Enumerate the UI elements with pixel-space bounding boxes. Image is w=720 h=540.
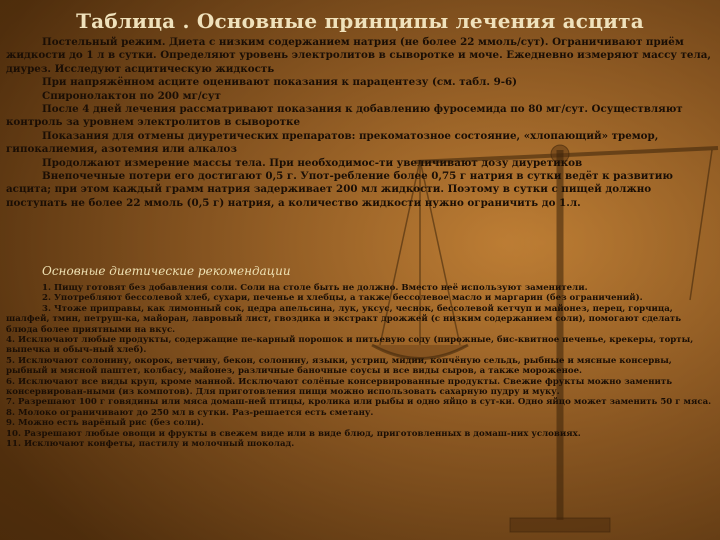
protocol-step: При напряжённом асците оценивают показания к парацентезу (см. табл. 9-6) [42, 76, 518, 89]
protocol-step: После 4 дней лечения рассматривают показания к добавлению фуросемида по 80 мг/сут. Осуществляют контроль за уровнем электролитов в сыворотке [6, 103, 683, 129]
protocol-step: Продолжают измерение массы тела. При необходимос-ти увеличивают дозу диуретиков [42, 156, 583, 169]
protocol-step: Постельный режим. Диета с низким содержанием натрия (не более 22 ммоль/сут). Ограничивают приём жидкости до 1 л в сутки. Определяют уровень электролитов в сыворотке и моче. Ежедневно измеряют массу тела, диурез. Исследуют асцитическую жидкость [6, 36, 711, 75]
diet-item: 1. Пищу готовят без добавления соли. Соли на столе быть не должно. Вместо неё используют заменители. [42, 283, 588, 293]
protocol-step: Внепочечные потери его достигают 0,5 г. Упот-ребление более 0,75 г натрия в сутки ведёт к развитию асцита; при этом каждый грамм натрия задерживает 200 мл жидкости. Поэтому в сутки с пищей должно поступать не более 22 ммоль (0,5 г) натрия, а количество жидкости нужно ограничить до 1.л. [6, 170, 673, 209]
diet-item: 5. Исключают солонину, окорок, ветчину, бекон, солонину, языки, устриц, мидии, копчёную сельдь, рыбные и мясные консервы, рыбный и мясной паштет, колбасу, майонез, различные баночные соусы и все виды сыров, а также мороженое. [6, 355, 672, 377]
protocol-step: Показания для отмены диуретических препаратов: прекоматозное состояние, «хлопающий» тремор, гипокалиемия, азотемия или алкалоз [6, 129, 659, 156]
slide-title: Таблица . Основные принципы лечения асцита [76, 9, 644, 33]
treatment-protocol [6, 36, 714, 210]
diet-item: 7. Разрешают 100 г говядины или мяса домаш-ней птицы, кролика или рыбы и одно яйцо в сут-ки. Одно яйцо может заменить 50 г мяса. [6, 397, 712, 408]
diet-item: 2. Употребляют бессолевой хлеб, сухари, печенье и хлебцы, а также бессолевое масло и маргарин (без ограничений). [42, 293, 643, 304]
diet-item: 8. Молоко ограничивают до 250 мл в сутки. Раз-решается есть сметану. [6, 407, 374, 418]
diet-item: 3. Чтоже приправы, как лимонный сок, цедра апельсина, лук, уксус, чеснок, бессолевой кетчуп и майонез, перец, горчица, шалфей, тмин, петруш-ка, майоран, лавровый лист, гвоздика и экстракт дрожжей (с низким содержанием соли), помогают сделать блюда более приятными на вкус. [6, 303, 682, 335]
protocol-step: Спиронолактон по 200 мг/сут [42, 89, 221, 102]
diet-item: 10. Разрешают любые овощи и фрукты в свежем виде или в виде блюд, приготовленных в домаш-них условиях. [6, 428, 581, 439]
diet-recommendations [6, 283, 714, 450]
diet-item: 6. Исключают все виды круп, кроме манной. Исключают солёные консервированные продукты. Свежие фрукты можно заменить консервирован-ными (из компотов). Для приготовления пищи можно использовать сахарную пудру и муку. [6, 376, 673, 398]
diet-item: 11. Исключают конфеты, пастилу и молочный шоколад. [6, 439, 295, 450]
diet-item: 9. Можно есть варёный рис (без соли). [6, 418, 204, 429]
diet-item: 4. Исключают любые продукты, содержащие пе-карный порошок и питьевую соду (пирожные, бис-квитное печенье, крекеры, торты, выпечка и обыч-ный хлеб). [6, 335, 694, 356]
diet-heading: Основные диетические рекомендации [42, 264, 291, 278]
